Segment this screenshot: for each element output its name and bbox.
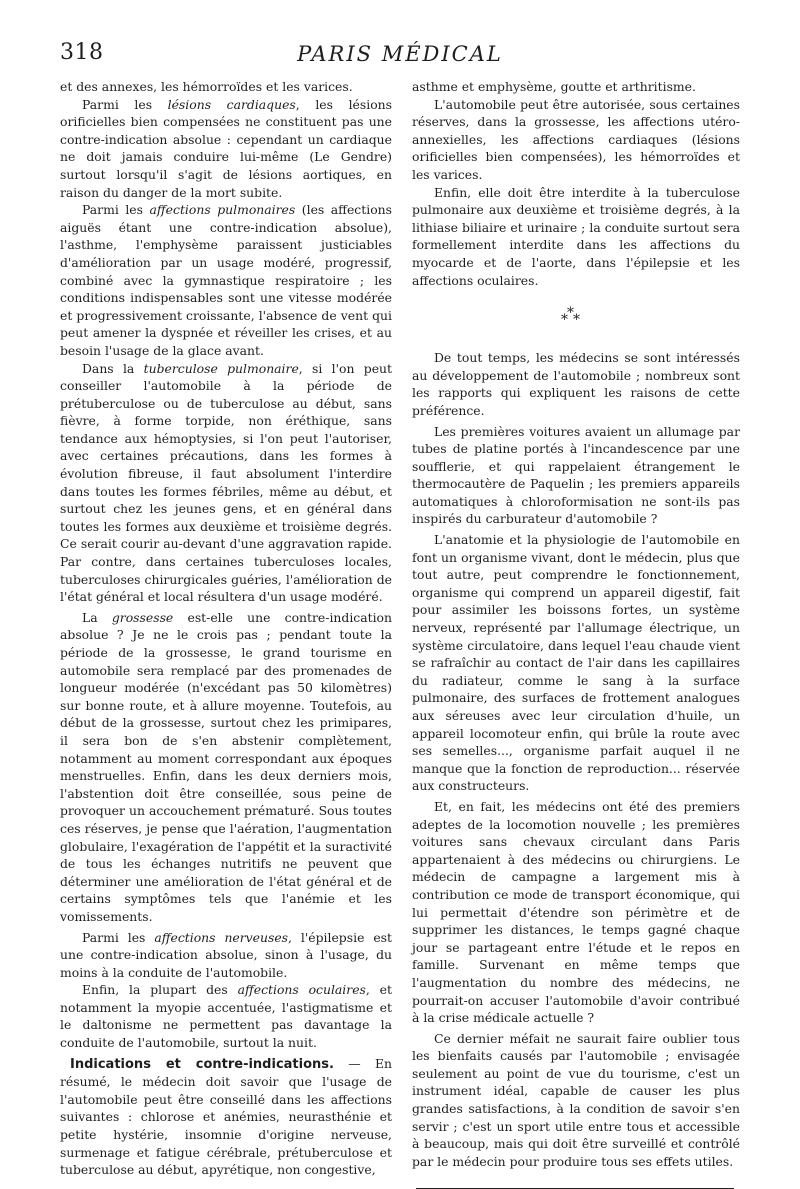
paragraph-text: , l'épilepsie est une contre-indication absolue, sinon à l'usage, du moins à la conduite de l'automobile. <box>60 929 392 980</box>
paragraph <box>412 1030 740 1171</box>
right-column-top <box>412 78 740 289</box>
italic-term: lésions cardiaques <box>167 96 296 112</box>
section-separator-asterism <box>412 305 740 329</box>
paragraph-text: et des annexes, les hémorroïdes et les varices. <box>60 79 353 94</box>
separator-star: * <box>561 312 568 329</box>
paragraph <box>60 201 392 359</box>
page-number: 318 <box>60 40 104 65</box>
italic-term: affections oculaires <box>237 982 366 998</box>
paragraph-text: Ce dernier méfait ne saurait faire oublier tous les bienfaits causés par l'automobile ; envisagée seulement au point de vue du tourisme, c'est un instrument idéal, capable de causer les plus grandes satisfactions, à la condition de savoir s'en servir ; c'est un sport utile entre tous et accessible à beaucoup, mais qui doit être surveillé et contrôlé par le médecin pour produire tous ses effets utiles. <box>412 1030 740 1169</box>
italic-term: affections pulmonaires <box>149 202 296 218</box>
paragraph <box>412 423 740 529</box>
italic-term: grossesse <box>111 609 174 625</box>
paragraph <box>60 981 392 1051</box>
paragraph-text: Parmi les <box>82 202 150 218</box>
paragraph-text: Dans la <box>82 360 144 376</box>
paragraph-text: Les premières voitures avaient un allumage par tubes de platine portés à l'incandescence par une soufflerie, et qui rappelaient étrangement le thermocautère de Paquelin ; les premiers appareils automatiques à chloroformisation ne sont-ils pas inspirés du carburateur d'automobile ? <box>412 423 740 527</box>
paragraph-text: — En résumé, le médecin doit savoir que l'usage de l'automobile peut être conseillé dans les affections suivantes : chlorose et anémies, neurasthénie et petite hystérie, insomnie d'origine nerveuse, surmenage et fatigue cérébrale, prétuberculose et tuberculose au début, apyrétique, non congestive, <box>60 1055 392 1178</box>
paragraph-text: Et, en fait, les médecins ont été des premiers adeptes de la locomotion nouvelle ; les premières voitures sans chevaux circulant dans Paris appartenaient à des médecins ou chirurgiens. Le médecin de campagne a largement mis à contribution ce mode de transport économique, qui lui permettait d'étendre son périmètre et de supprimer les distances, le temps gagné chaque jour se partageant entre l'étude et le repos en famille. Survenant en même temps que l'augmentation du nombre des médecins, ne pourrait-on accuser l'automobile d'avoir contribué à la crise médicale actuelle ? <box>412 798 740 1026</box>
right-column-bottom <box>412 349 740 1170</box>
paragraph-text: Enfin, elle doit être interdite à la tuberculose pulmonaire aux deuxième et troisième degrés, à la lithiase biliaire et urinaire ; la conduite surtout sera formellement interdite dans les affections du myocarde et de l'aorte, dans l'épilepsie et les affections oculaires. <box>412 184 740 288</box>
section-heading: Indications et contre-indications. <box>70 1056 334 1072</box>
paragraph <box>60 929 392 982</box>
paragraph-text: (les affections aiguës étant une contre-indication absolue), l'asthme, l'emphysème paraissent justiciables d'amélioration par un usage modéré, progressif, combiné avec la gymnastique respiratoire ; les conditions indispensables sont une vitesse modérée et progressivement croissante, l'absence de vent qui peut amener la dyspnée et réveiller les crises, et au besoin l'usage de la glace avant. <box>60 202 392 358</box>
left-column <box>60 78 392 1179</box>
paragraph-text: Parmi les <box>82 96 168 112</box>
paragraph-text: , les lésions orificielles bien compensées ne constituent pas une contre-indication absolue : cependant un cardiaque ne doit jamais conduire lui-même (Le Gendre) surtout lorsqu'il s'agit de lésions aortiques, en raison du danger de la mort subite. <box>60 96 392 200</box>
separator-star: * <box>567 305 574 322</box>
paragraph <box>412 349 740 419</box>
paragraph-text: Enfin, la plupart des <box>82 982 238 998</box>
paragraph-text: La <box>82 609 112 625</box>
journal-title: PARIS MÉDICAL <box>297 42 503 66</box>
paragraph <box>412 78 740 96</box>
paragraph <box>60 360 392 606</box>
running-header <box>60 40 740 80</box>
paragraph-text: Parmi les <box>82 929 155 945</box>
paragraph <box>412 184 740 290</box>
paragraph <box>412 531 740 795</box>
paragraph <box>60 96 392 202</box>
paragraph <box>60 78 392 96</box>
paragraph <box>60 1055 392 1179</box>
paragraph-text: , si l'on peut conseiller l'automobile à la période de prétuberculose ou de tuberculose au début, sans fièvre, à forme torpide, non éréthique, sans tendance aux hémoptysies, si l'on peut l'autoriser, avec certaines précautions, dans les formes à évolution fibreuse, il faut absolument l'interdire dans toutes les formes fébriles, même au début, et surtout chez les jeunes gens, et en général dans toutes les formes aux deuxième et troisième degrés. Ce serait courir au-devant d'une aggravation rapide. Par contre, dans certaines tuberculoses locales, tuberculoses chirurgicales guéries, l'amélioration de l'état général et local résultera d'un usage modéré. <box>60 360 392 605</box>
right-column <box>412 78 740 1189</box>
italic-term: tuberculose pulmonaire <box>143 360 299 376</box>
paragraph <box>412 96 740 184</box>
paragraph-text: L'anatomie et la physiologie de l'automobile en font un organisme vivant, dont le médecin, plus que tout autre, peut comprendre le fonctionnement, organisme qui comprend un appareil digestif, fait pour assimiler les boissons fortes, un système nerveux, représenté par l'allumage électrique, un système circulatoire, dans lequel l'eau chaude vient se rafraîchir au contact de l'air dans les capillaires du radiateur, comme le sang à la surface pulmonaire, des surfaces de frottement analogues aux séreuses avec leur circulation d'huile, un appareil locomoteur enfin, qui brûle la route avec ses semelles..., organisme parfait auquel il ne manque que la fonction de reproduction... réservée aux constructeurs. <box>412 532 740 794</box>
paragraph-text: , et notamment la myopie accentuée, l'astigmatisme et le daltonisme ne permettent pas davantage la conduite de l'automobile, surtout la nuit. <box>60 982 392 1051</box>
paragraph-text: L'automobile peut être autorisée, sous certaines réserves, dans la grossesse, les affections utéro-annexielles, les affections cardiaques (lésions orificielles bien compensées), les hémorroïdes et les varices. <box>412 96 740 182</box>
separator-star: * <box>573 312 580 329</box>
italic-term: affections nerveuses <box>154 929 289 945</box>
paragraph-text: asthme et emphysème, goutte et arthritisme. <box>412 79 696 94</box>
paragraph <box>412 798 740 1027</box>
paragraph-text: De tout temps, les médecins se sont intéressés au développement de l'automobile ; nombreux sont les rapports qui expliquent les raisons de cette préférence. <box>412 350 740 418</box>
paragraph <box>60 609 392 926</box>
paragraph-text: est-elle une contre-indication absolue ? Je ne le crois pas ; pendant toute la période de la grossesse, le grand tourisme en automobile sera remplacé par des promenades de longueur modérée (n'excédant pas 50 kilomètres) sur bonne route, et à allure moyenne. Toutefois, au début de la grossesse, surtout chez les primipares, il sera bon de s'en abstenir complètement, notamment au moment correspondant aux époques menstruelles. Enfin, dans les deux derniers mois, l'abstention doit être conseillée, sous peine de provoquer un accouchement prématuré. Sous toutes ces réserves, je pense que l'aération, l'augmentation globulaire, l'exagération de l'appétit et la suractivité de tous les échanges nutritifs ne peuvent que déterminer une amélioration de l'état général et de certains symptômes tels que l'anémie et les vomissements. <box>60 609 393 924</box>
